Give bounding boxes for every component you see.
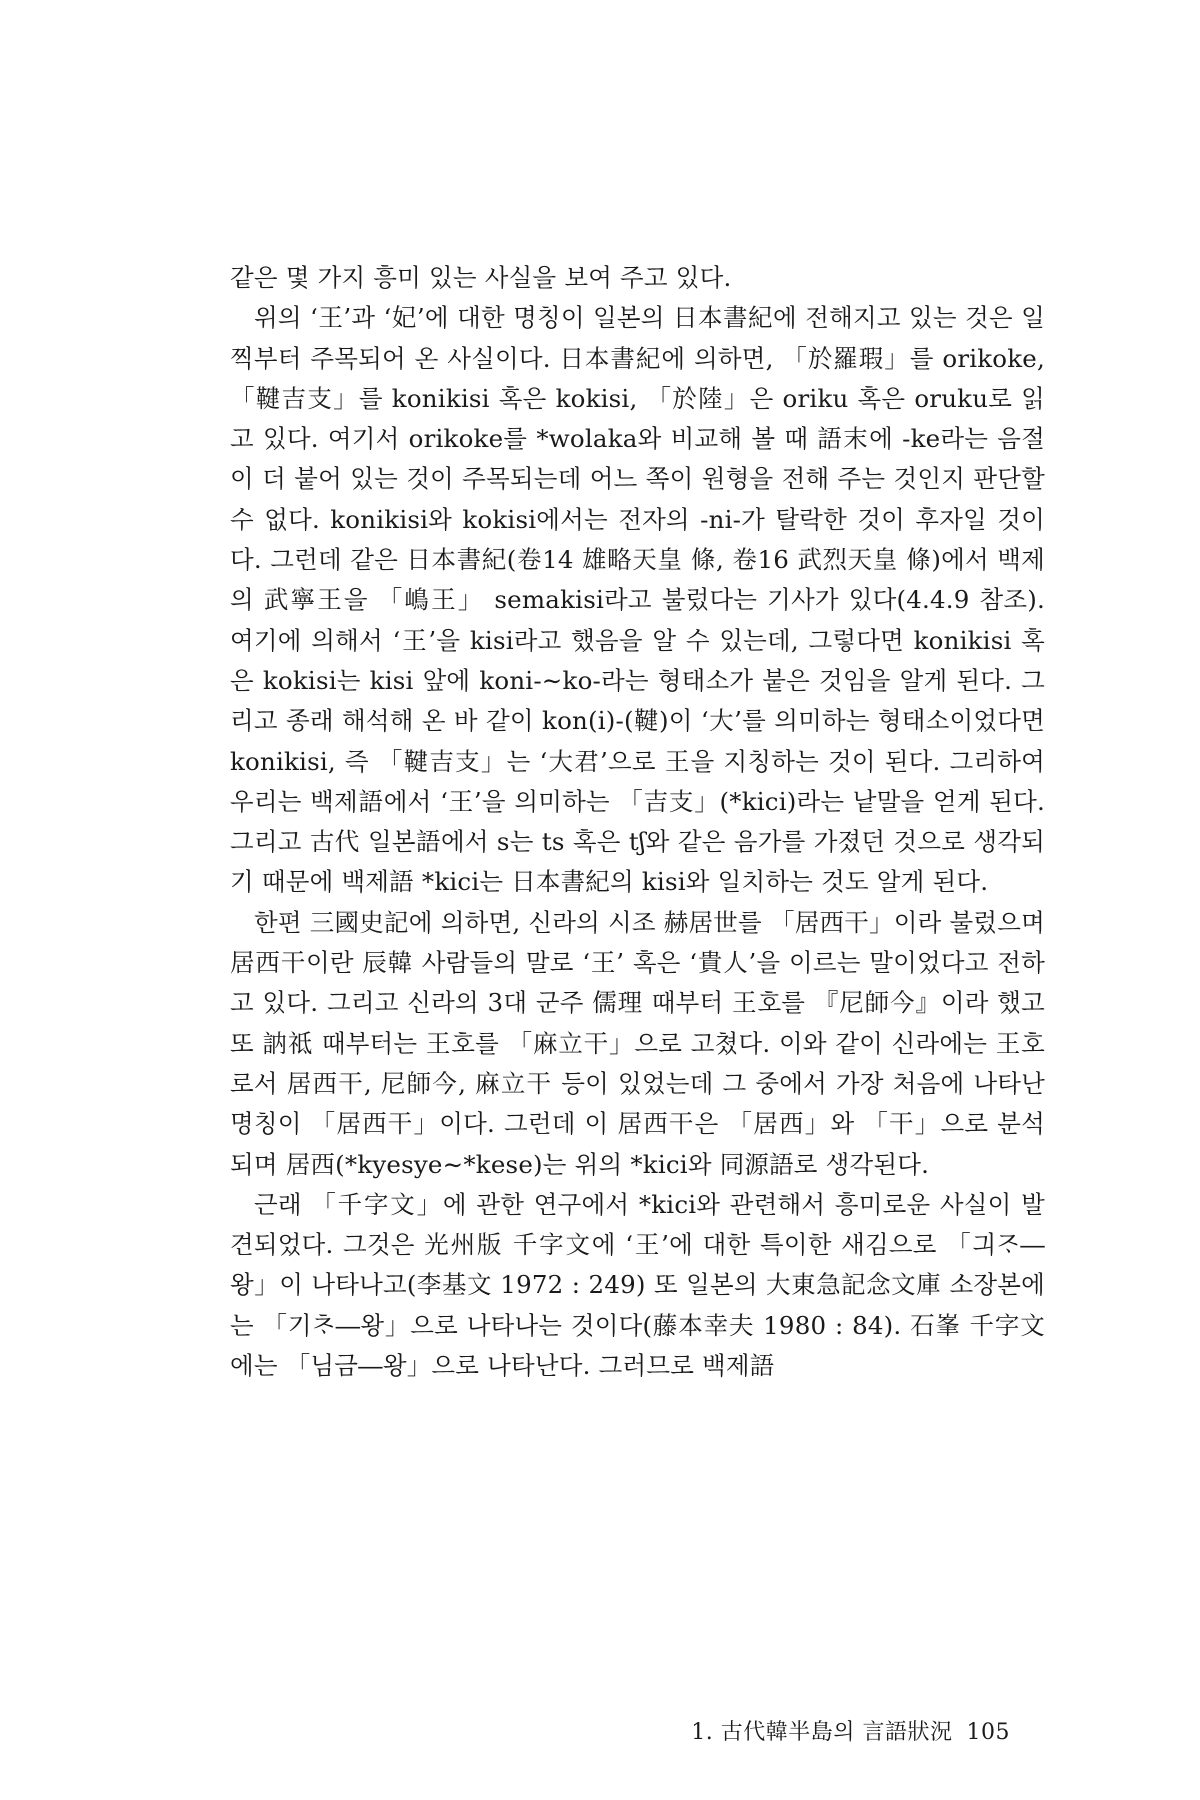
page-body [230,258,1045,1386]
page-number: 105 [966,1720,1010,1745]
paragraph-thousand-character-classic: 근래 「千字文」에 관한 연구에서 *kici와 관련해서 흥미로운 사실이 발견되었다. 그것은 光州版 千字文에 ‘王’에 대한 특이한 새김으로 「긔ᄌᆞ―왕」이 나타나고(李基文 1972 : 249) 또 일본의 大東急記念文庫 소장본에는 「기ᄎᆞ―왕」으로 나타나는 것이다(藤本幸夫 1980 : 84). 石峯 千字文에는 「님금―왕」으로 나타난다. 그러므로 백제語 [230,1189,1045,1381]
footer-section-title: 1. 古代韓半島의 言語狀況 [691,1720,953,1745]
paragraph-silla-titles: 한편 三國史記에 의하면, 신라의 시조 赫居世를 「居西干」이라 불렀으며 居西干이란 辰韓 사람들의 말로 ‘王’ 혹은 ‘貴人’을 이르는 말이었다고 전하고 있다. 그리고 신라의 3대 군주 儒理 때부터 王호를 『尼師今』이라 했고 또 訥祗 때부터는 王호를 「麻立干」으로 고쳤다. 이와 같이 신라에는 王호로서 居西干, 尼師今, 麻立干 등이 있었는데 그 중에서 가장 처음에 나타난 명칭이 「居西干」이다. 그런데 이 居西干은 「居西」와 「干」으로 분석되며 居西(*kyesye∼*kese)는 위의 *kici와 同源語로 생각된다. [230,907,1045,1179]
paragraph-continuation: 같은 몇 가지 흥미 있는 사실을 보여 주고 있다. [230,263,732,292]
running-footer [680,1715,1010,1746]
paragraph-wang-bi-names: 위의 ‘王’과 ‘妃’에 대한 명칭이 일본의 日本書紀에 전해지고 있는 것은 일찍부터 주목되어 온 사실이다. 日本書紀에 의하면, 「於羅瑕」를 orikoke, 「鞬吉支」를 konikisi 혹은 kokisi, 「於陸」은 oriku 혹은 oruku로 읽고 있다. 여기서 orikoke를 *wolaka와 비교해 볼 때 語末에 -ke라는 음절이 더 붙어 있는 것이 주목되는데 어느 쪽이 원형을 전해 주는 것인지 판단할 수 없다. konikisi와 kokisi에서는 전자의 -ni-가 탈락한 것이 후자일 것이다. 그런데 같은 日本書紀(卷14 雄略天皇 條, 卷16 武烈天皇 條)에서 백제의 武寧王을 「嶋王」 semakisi라고 불렀다는 기사가 있다(4.4.9 참조). 여기에 의해서 ‘王’을 kisi라고 했음을 알 수 있는데, 그렇다면 konikisi 혹은 kokisi는 kisi 앞에 koni-∼ko-라는 형태소가 붙은 것임을 알게 된다. 그리고 종래 해석해 온 바 같이 kon(i)-(鞬)이 ‘大’를 의미하는 형태소이었다면 konikisi, 즉 「鞬吉支」는 ‘大君’으로 王을 지칭하는 것이 된다. 그리하여 우리는 백제語에서 ‘王’을 의미하는 「吉支」(*kici)라는 낱말을 얻게 된다. 그리고 古代 일본語에서 s는 ts 혹은 tʃ와 같은 음가를 가졌던 것으로 생각되기 때문에 백제語 *kici는 日本書紀의 kisi와 일치하는 것도 알게 된다. [230,303,1045,897]
